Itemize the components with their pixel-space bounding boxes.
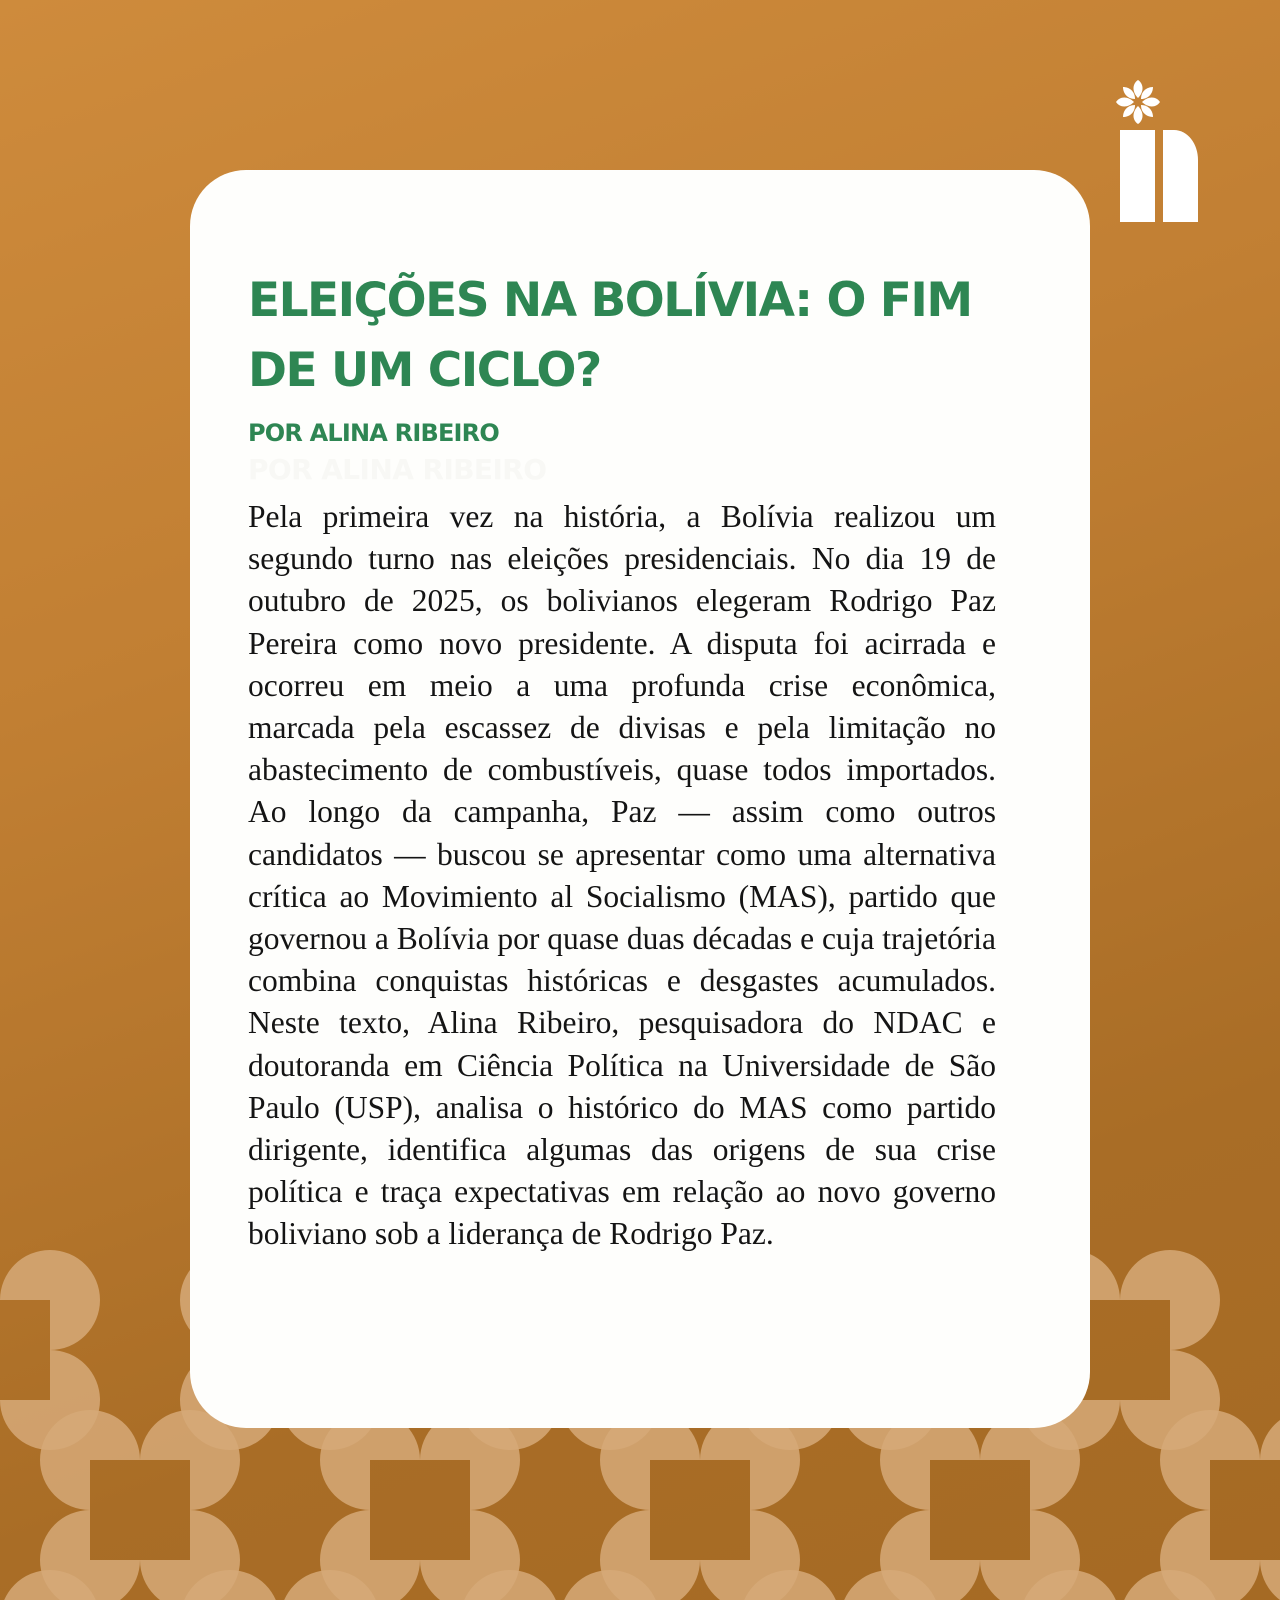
article-title: ELEIÇÕES NA BOLÍVIA: O FIM DE UM CICLO? (248, 273, 972, 398)
logo-i-stem (1120, 130, 1155, 222)
article-body: Pela primeira vez na história, a Bolívia realizou um segundo turno nas eleições presidenciais. No dia 19 de outubro de 2025, os bolivianos elegeram Rodrigo Paz Pereira como novo presidente. A disputa foi acirrada e ocorreu em meio a uma profunda crise econômica, marcada pela escassez de divisas e pela limitação no abastecimento de combustíveis, quase todos importados. Ao longo da campanha, Paz — assim como outros candidatos — buscou se apresentar como uma alternativa crítica ao Movimiento al Socialismo (MAS), partido que governou a Bolívia por quase duas décadas e cuja trajetória combina conquistas históricas e desgastes acumulados. Neste texto, Alina Ribeiro, pesquisadora do NDAC e doutoranda em Ciência Política na Universidade de São Paulo (USP), analisa o histórico do MAS como partido dirigente, identifica algumas das origens de sua crise política e traça expectativas em relação ao novo governo boliviano sob a liderança de Rodrigo Paz. (248, 499, 996, 1252)
brand-logo-icon (1112, 80, 1202, 225)
logo-n-arch (1163, 130, 1198, 222)
article-byline: POR ALINA RIBEIRO (248, 419, 499, 447)
article-card (190, 170, 1090, 1428)
byline-ghost-artifact: POR ALINA RIBEIRO (248, 453, 547, 486)
flower-star-icon (1116, 80, 1160, 124)
